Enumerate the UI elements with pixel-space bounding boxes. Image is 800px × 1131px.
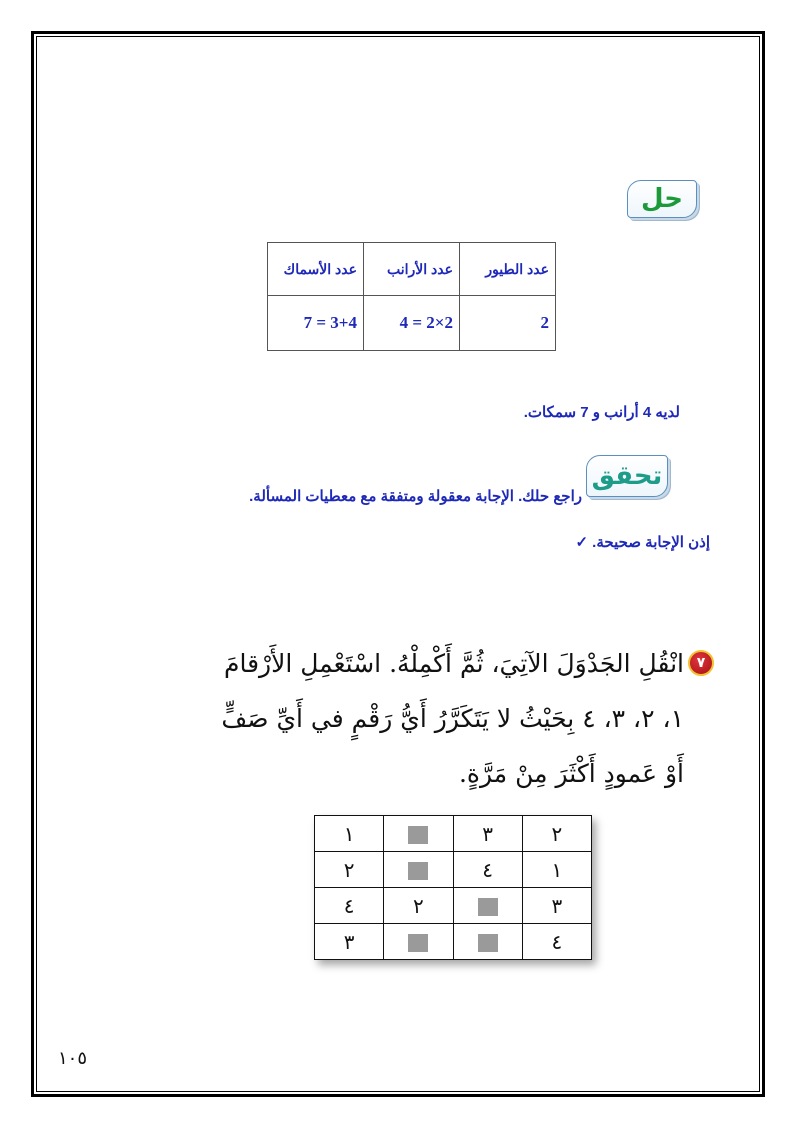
number-grid — [314, 815, 592, 960]
grid-row — [315, 888, 592, 924]
grid-row — [315, 924, 592, 960]
blank-box — [408, 934, 428, 952]
header-rabbits: عدد الأرانب — [364, 243, 460, 296]
correct-line: إذن الإجابة صحيحة. ✓ — [575, 534, 710, 551]
grid-row — [315, 816, 592, 852]
grid-cell-blank — [384, 852, 453, 888]
grid-cell: ١ — [522, 852, 591, 888]
grid-cell: ٢ — [315, 852, 384, 888]
grid-cell-blank — [453, 924, 522, 960]
grid-cell: ٤ — [522, 924, 591, 960]
solve-tag: حل — [627, 180, 697, 218]
header-birds: عدد الطيور — [460, 243, 556, 296]
grid-cell: ١ — [315, 816, 384, 852]
question-text: انْقُلِ الجَدْوَلَ الآتِيَ، ثُمَّ أَكْمِلْهُ. اسْتَعْمِلِ الأَرْقامَ ١، ٢، ٣، ٤ بِحَيْثُ لا يَتَكَرَّرُ أَيُّ رَقْمٍ في أَيِّ صَفٍّ أَوْ عَمودٍ أَكْثَرَ مِنْ مَرَّةٍ. — [221, 649, 684, 788]
check-tag: تحقق — [586, 455, 668, 497]
solution-table — [267, 242, 556, 351]
page-number: ١٠٥ — [58, 1048, 88, 1069]
grid-row — [315, 852, 592, 888]
blank-box — [408, 826, 428, 844]
table-value-row — [268, 296, 556, 351]
value-fish: 7 = 3+4 — [268, 296, 364, 351]
grid-cell: ٤ — [453, 852, 522, 888]
grid-cell-blank — [384, 924, 453, 960]
grid-cell: ٣ — [522, 888, 591, 924]
question-number-badge: ٧ — [688, 650, 714, 676]
grid-cell-blank — [453, 888, 522, 924]
grid-cell: ٣ — [315, 924, 384, 960]
table-header-row — [268, 243, 556, 296]
header-fish: عدد الأسماك — [268, 243, 364, 296]
grid-cell: ٤ — [315, 888, 384, 924]
blank-box — [408, 862, 428, 880]
answer-line: لديه 4 أرانب و 7 سمكات. — [523, 404, 680, 421]
grid-cell: ٢ — [522, 816, 591, 852]
check-line: راجع حلك. الإجابة معقولة ومتفقة مع معطيات المسألة. — [249, 488, 582, 505]
blank-box — [478, 898, 498, 916]
value-birds: 2 — [460, 296, 556, 351]
grid-cell: ٣ — [453, 816, 522, 852]
blank-box — [478, 934, 498, 952]
value-rabbits: 4 = 2×2 — [364, 296, 460, 351]
grid-cell-blank — [384, 816, 453, 852]
grid-cell: ٢ — [384, 888, 453, 924]
